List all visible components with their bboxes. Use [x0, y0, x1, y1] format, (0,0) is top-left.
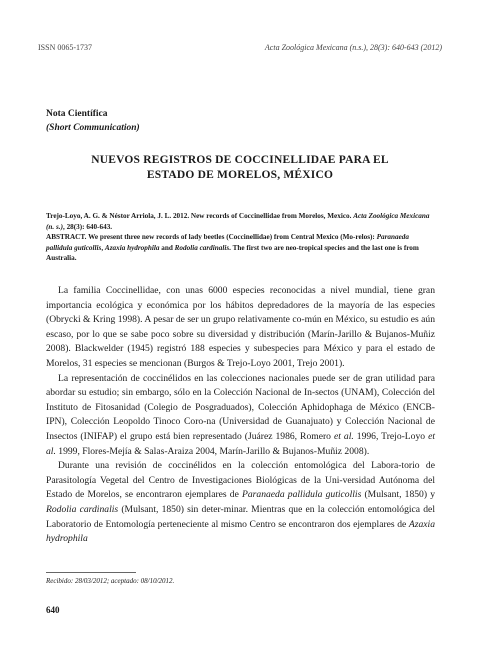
abstract-species-1: Paranaeda pallidula guticollis	[46, 233, 409, 252]
p3-text-b: (Mulsant, 1850) y	[361, 489, 435, 501]
paragraph-2	[46, 372, 435, 460]
citation-authors: Trejo-Loyo, A. G. & Néstor Arriola, J. L. 2012. New records of Coccinellidae from Morelos, Mexico.	[46, 212, 352, 220]
p2-text-a: La representación de coccinélidos en las colecciones nacionales puede ser de gran utilidad para abordar su estudio; sin embargo, sólo en la Colección Nacional de In-sectos (UNAM), Colección del Instituto de Fitosanidad (Colegio de Posgraduados), Colección Aphidophaga de México (ENCB-IPN), Colección Leopoldo Tinoco Coro-na (Universidad de Guanajuato) y Colección Nacional de Insectos (INIFAP) el grupo está bien representado (Juárez 1986, Romero	[46, 372, 435, 442]
article-title-line-2: ESTADO DE MORELOS, MÉXICO	[146, 169, 334, 181]
abstract-species-2: Azaxia hydrophila	[104, 243, 160, 252]
p2-et-al-1: et al.	[333, 430, 354, 442]
section-title: Nota Científica	[46, 109, 108, 119]
section-subtitle: (Short Communication)	[46, 123, 140, 133]
citation-volume: , 28(3): 640-643.	[62, 222, 113, 231]
p3-species-1: Paranaeda pallidula guticollis	[242, 489, 362, 501]
citation-journal: Acta Zoológica Mexicana (n. s.)	[46, 212, 430, 231]
abstract-species-3: Rodolia cardinalis	[174, 243, 230, 252]
paragraph-3	[46, 459, 435, 547]
abstract-sep-1: ,	[101, 243, 105, 252]
abstract	[46, 232, 436, 264]
footnote-rule	[46, 572, 136, 573]
p3-species-2: Rodolia cardinalis	[46, 503, 119, 515]
p3-text-c: (Mulsant, 1850) sin deter-minar. Mientras que en la colección entomológica del Laboratorio de Entomología perteneciente al mismo Centro se encontraron dos ejemplares de	[46, 503, 435, 530]
p2-et-al-2: et al.	[46, 430, 435, 457]
abstract-text-1: We present three new records of lady beetles (Coccinellidae) from Central Mexico (Mo-relos):	[86, 233, 377, 241]
abstract-sep-2: and	[159, 243, 175, 252]
received-note: Recibido: 28/03/2012; aceptado: 08/10/2012.	[46, 577, 175, 585]
issn-header: ISSN 0065-1737	[38, 43, 93, 52]
p3-text-a: Durante una revisión de coccinélidos en la colección entomológica del Labora-torio de Parasitología Vegetal del Centro de Investigaciones Biológicas de la Uni-versidad Autónoma del Estado de Morelos, se encontraron ejemplares de	[46, 460, 435, 501]
citation-and-abstract	[46, 211, 436, 264]
citation	[46, 211, 436, 232]
p2-text-c: 1999, Flores-Mejía & Salas-Araiza 2004, Marín-Jarillo & Bujanos-Muñiz 2008).	[55, 445, 370, 457]
page-number: 640	[46, 605, 60, 615]
p2-text-b: 1996, Trejo-Loyo	[353, 430, 429, 442]
article-title-line-1: NUEVOS REGISTROS DE COCCINELLIDAE PARA EL	[91, 154, 389, 166]
abstract-label: ABSTRACT.	[46, 233, 87, 241]
journal-header: Acta Zoológica Mexicana (n.s.), 28(3): 640-643 (2012)	[264, 43, 442, 52]
paragraph-1: La familia Coccinellidae, con unas 6000 especies reconocidas a nivel mundial, tiene gran importancia ecológica y económica por los hábitos depredadores de la mayoría de las especies (Obrycki & Kring 1998). A pesar de ser un grupo relativamente co-mún en México, su estudio es aún escaso, por lo que se sabe poco sobre su diversidad y distribución (Marín-Jarillo & Bujanos-Muñiz 2008). Blackwelder (1945) registró 188 especies y subespecies para México y para el estado de Morelos, 31 especies se mencionan (Burgos & Trejo-Loyo 2001, Trejo 2001).	[46, 285, 435, 369]
p3-species-3: Azaxia hydrophila	[46, 518, 435, 545]
body-text	[46, 284, 435, 547]
abstract-text-2: . The first two are neo-tropical species and the last one is from Australia.	[46, 243, 419, 262]
